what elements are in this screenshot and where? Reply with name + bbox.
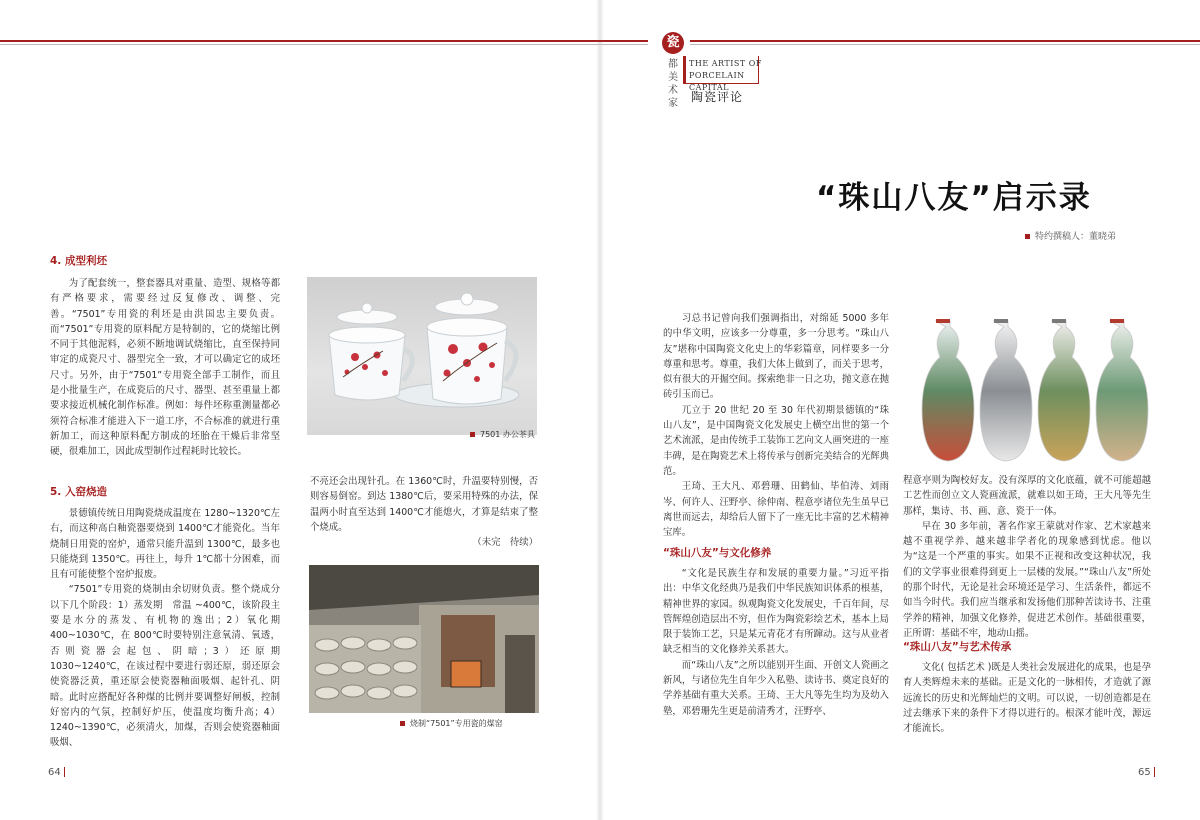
culture-paragraph-1: “文化是民族生存和发展的重要力量。”习近平指出：中华文化经典乃是我们中华民族知识体系的根基，精神世界的家园。纵观陶瓷文化发展史，千百年间，尽管辉煌创造层出不穷，但作为陶瓷彩绘艺术，基本上局限于装饰工艺，只是某元青花才有所蹿动。这与从业者缺乏相当的文化修养关系甚大。 bbox=[663, 568, 889, 656]
kiln-caption-text: 烧制“7501”专用瓷的煤窑 bbox=[410, 719, 503, 728]
tea-set-caption-text: 7501 办公茶具 bbox=[480, 430, 535, 439]
page-number-left bbox=[48, 767, 68, 778]
page-number-bar bbox=[64, 767, 65, 777]
right-column-1-intro bbox=[663, 311, 889, 540]
logo-en-line1: THE ARTIST OF bbox=[689, 59, 762, 68]
intro-paragraph-3: 王琦、王大凡、邓碧珊、田鹤仙、毕伯涛、刘雨岑、何许人、汪野亭、徐仲南、程意亭诸位先生虽早已离世而远去，却给后人留下了一座无比丰富的艺术精神宝库。 bbox=[663, 481, 889, 539]
section-5-body bbox=[50, 506, 290, 751]
left-column-2-body bbox=[310, 474, 538, 550]
section-5-heading: 5. 入窑烧造 bbox=[50, 486, 107, 498]
section-culture-body bbox=[663, 566, 889, 719]
kiln-caption bbox=[400, 718, 503, 729]
culture-paragraph-2: 而“珠山八友”之所以能别开生面、开创文人瓷画之新风，与诸位先生自年少入私塾、读诗书、奠定良好的学养基础有重大关系。王琦、王大凡等先生均为及幼入塾，邓碧珊先生更是前清秀才，汪野亭、 bbox=[663, 659, 889, 717]
section-5-paragraph-2: “7501”专用瓷的烧制由余切财负责。整个烧成分以下几个阶段：1）蒸发期 常温 ~400℃，该阶段主要是水分的蒸发、有机物的逸出；2）氧化期 400~1030℃，在 800℃时要特别注意氧清、氧透，否则瓷器会起包、阴暗；3）还原期 1030~1240℃，在该过程中要进行弱还原，弱还原会使瓷器泛黄，重还原会使瓷器釉面吸烟、起针孔、阴暗。此时应搭配好各种煤的比例并要调整好闸板，控制好窑内的气氛，控制好炉压，使温度均衡升高；4）1240~1390℃，必须清火，加煤，否则会使瓷器釉面吸烟、 bbox=[50, 584, 290, 749]
caption-square-icon bbox=[470, 432, 475, 437]
section-culture-heading: “珠山八友”与文化修养 bbox=[663, 547, 772, 559]
page-number-bar bbox=[1154, 767, 1155, 777]
intro-paragraph-1: 习总书记曾向我们强调指出，对绵延 5000 多年的中华文明，应该多一分尊重，多一分思考。“珠山八友”堪称中国陶瓷文化史上的华彩篇章，同样要多一分尊重和思考。尊重，我们大体上做到了，而关于思考，似有很大的开掘空间。探索绝非一日之功，抛文意在抛砖引玉而已。 bbox=[663, 313, 889, 401]
kiln-photo bbox=[309, 565, 539, 713]
seal-icon: 瓷 bbox=[662, 32, 684, 54]
heritage-paragraph-1: 文化( 包括艺术 )既是人类社会发展进化的成果，也是孕育人类辉煌未来的基础。正是文化的一脉相传，才造就了源远流长的历史和光辉灿烂的文明。可以说，一切创造都是在过去继承下来的条件下才得以进行的。根深才能叶茂，源远才能流长。 bbox=[903, 662, 1151, 735]
vases-illustration bbox=[916, 315, 1154, 465]
logo-vertical-text: 都美术家 bbox=[668, 59, 678, 109]
intro-paragraph-2: 兀立于 20 世纪 20 至 30 年代初期景德镇的“珠山八友”，是中国陶瓷文化发展史上横空出世的第一个艺术流派，是由传统手工装饰工艺向文人画突进的一座丰碑，是在陶瓷艺术上将传承与创新完美结合的光辉典范。 bbox=[663, 404, 889, 477]
right-column-2-body bbox=[903, 473, 1151, 641]
logo-column-name: 陶瓷评论 bbox=[691, 90, 744, 104]
byline-square-icon bbox=[1025, 234, 1030, 239]
logo-en-line2: PORCELAIN CAPITAL bbox=[689, 71, 745, 92]
article-title: “珠山八友”启示录 bbox=[816, 180, 1092, 216]
section-5-paragraph-1: 景德镇传统日用陶瓷烧成温度在 1280~1320℃左右，而这种高白釉瓷器要烧到 1400℃才能瓷化。当年烧制日用瓷的窑炉，通常只能升温到 1300℃，最多也只能烧到 1350℃。再往上，每升 1℃都十分困难，而且有可能使整个窑炉报废。 bbox=[50, 508, 280, 581]
section-4-heading: 4. 成型利坯 bbox=[50, 255, 107, 267]
page-number-right-text: 65 bbox=[1138, 767, 1151, 778]
header-rule-left bbox=[0, 40, 648, 42]
byline-text: 特约撰稿人：董晓弟 bbox=[1035, 232, 1117, 242]
page-gutter bbox=[596, 0, 604, 820]
byline bbox=[1025, 229, 1116, 242]
column-4-paragraph-2: 早在 30 多年前，著名作家王蒙就对作家、艺术家越来越不重视学养、越来越非学者化的现象感到忧虑。他以为“这是一个严重的事实。如果不正视和改变这种状况，我们的文学事业很难得到更上一层楼的发展。”“珠山八友”所处的那个时代，无论是社会环境还是学习、生活条件，都远不如当今时代。我们应当继承和发扬他们那种苦读诗书、注重学养的精神，加强文化修养，促进艺术创作。基础很重要，正所谓：基础不牢，地动山摇。 bbox=[903, 520, 1151, 639]
page-number-right bbox=[1138, 767, 1158, 778]
gourd-vases-photo bbox=[916, 315, 1154, 465]
section-4-body bbox=[50, 276, 280, 460]
section-4-paragraph: 为了配套统一，整套器具对重量、造型、规格等都有严格要求，需要经过反复修改、调整、完善。“7501”专用瓷的利坯是由洪国忠主要负责。而“7501”专用瓷的原料配方是特制的，它的烧缩比例不同于其他泥料，必须不断地调试烧缩比，直至保持同审定的成瓷尺寸、器型完全一致，才可以确定它的成坯尺寸。另外，由于“7501”专用瓷全部手工制作，而且是小批量生产，在成瓷后的尺寸、器型、甚至重量上都要求接近机械化制作标准。例如：每件坯称重测量都必须符合标准才能进入下一道工序，不合标准的就进行重新加工，而这种原料配方制成的坯胎在干燥后非常坚硬，很难加工，因此成型制作过程耗时比较长。 bbox=[50, 278, 280, 458]
section-heritage-heading: “珠山八友”与艺术传承 bbox=[903, 641, 1012, 653]
tea-set-illustration bbox=[307, 277, 537, 435]
caption-square-icon bbox=[400, 721, 405, 726]
tea-set-photo bbox=[307, 277, 537, 435]
page-number-left-text: 64 bbox=[48, 767, 61, 778]
magazine-logo bbox=[655, 26, 815, 126]
to-be-continued: （未完 待续） bbox=[472, 537, 538, 549]
section-heritage-body bbox=[903, 660, 1151, 736]
kiln-illustration bbox=[309, 565, 539, 713]
column-4-paragraph-1: 程意亭则为陶校好友。没有深厚的文化底蕴，就不可能超越工艺性而创立文人瓷画流派，就难以如王琦，王大凡等先生那样，集诗、书、画、意、瓷于一体。 bbox=[903, 475, 1151, 517]
continuation-paragraph: 不亮还会出现针孔。在 1360℃时，升温要特别慢，否则容易倒窑。到达 1380℃后，要采用特殊的办法，保温两小时直至达到 1400℃才能熄火，才算是结束了整个烧成。 bbox=[310, 476, 538, 533]
tea-set-caption bbox=[470, 429, 535, 440]
header-rule-left-thin bbox=[0, 44, 648, 45]
